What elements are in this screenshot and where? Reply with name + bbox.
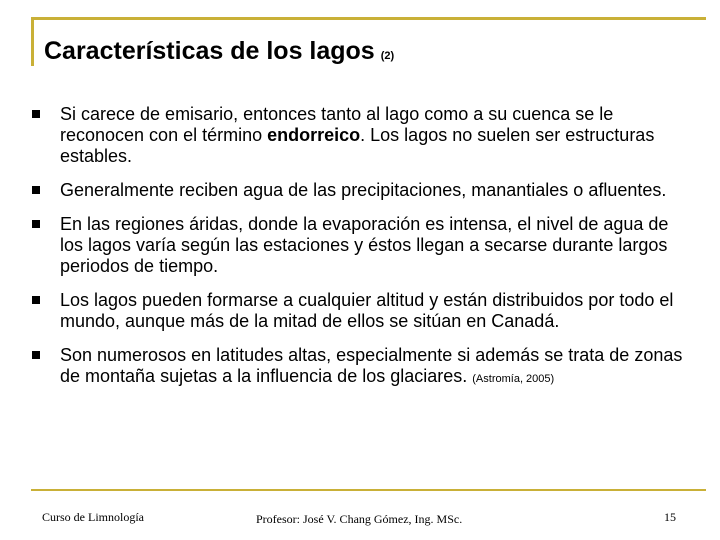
title-frame-left-border [31, 17, 34, 66]
footer-course: Curso de Limnología [42, 510, 144, 524]
footer-divider [31, 489, 706, 491]
square-bullet-icon [32, 186, 40, 194]
square-bullet-icon [32, 110, 40, 118]
square-bullet-icon [32, 220, 40, 228]
bullet-item [32, 290, 692, 332]
bullet-bold-term: endorreico [267, 125, 361, 145]
bullet-item [32, 214, 692, 277]
bullet-list [32, 104, 692, 403]
bullet-text: En las regiones áridas, donde la evaporación es intensa, el nivel de agua de los lagos varía según las estaciones y éstos llegan a secarse durante largos periodos de tiempo. [60, 214, 669, 276]
bullet-item [32, 104, 692, 167]
footer-page-number: 15 [664, 510, 676, 524]
footer-professor: Profesor: José V. Chang Gómez, Ing. MSc. [256, 512, 463, 526]
slide-title [44, 37, 394, 66]
slide-title-suffix: (2) [380, 50, 395, 62]
bullet-text: Generalmente reciben agua de las precipitaciones, manantiales o afluentes. [60, 180, 667, 200]
square-bullet-icon [32, 296, 40, 304]
square-bullet-icon [32, 351, 40, 359]
bullet-text: Son numerosos en latitudes altas, especialmente si además se trata de zonas de montaña sujetas a la influencia de los glaciares. [60, 345, 683, 386]
title-frame-top-border [31, 17, 706, 20]
slide-title-text: Características de los lagos [44, 37, 375, 65]
bullet-text: Si carece de emisario, entonces tanto al lago como a su cuenca se le reconocen con el término [60, 104, 614, 145]
bullet-item [32, 180, 692, 201]
bullet-citation: (Astromía, 2005) [472, 373, 555, 385]
bullet-text: Los lagos pueden formarse a cualquier altitud y están distribuidos por todo el mundo, aunque más de la mitad de ellos se sitúan en Canadá. [60, 290, 674, 331]
bullet-text-continued: . Los lagos no suelen ser estructuras estables. [60, 125, 655, 166]
bullet-item [32, 345, 692, 390]
